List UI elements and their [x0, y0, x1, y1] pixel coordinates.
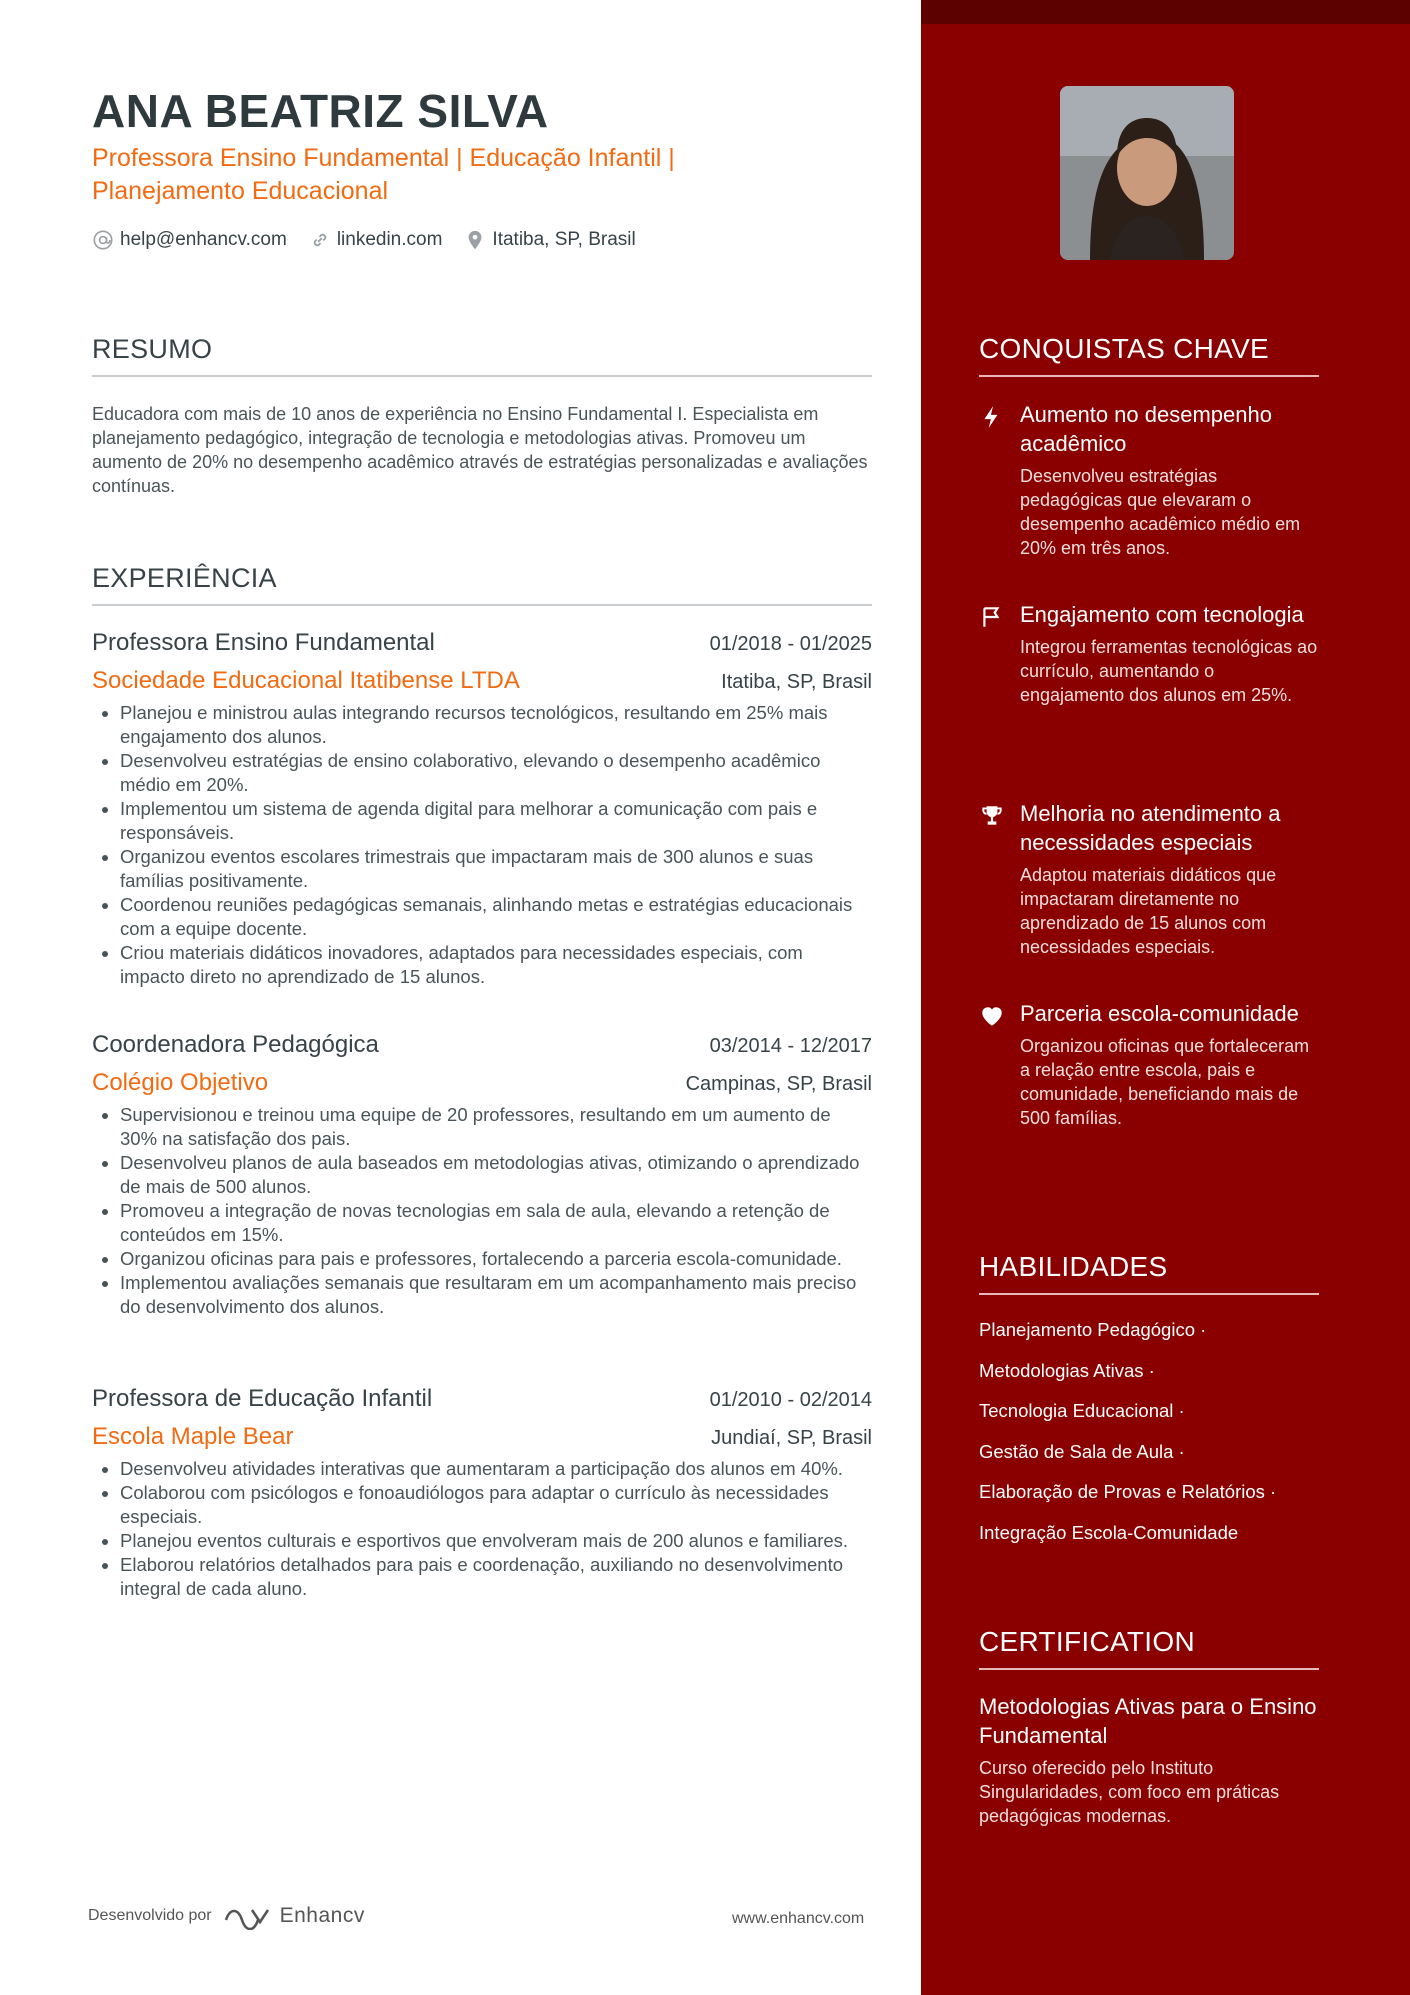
skills-heading: HABILIDADES	[979, 1251, 1319, 1295]
headline: Professora Ensino Fundamental | Educação Infantil | Planejamento Educacional	[92, 144, 675, 205]
at-icon	[92, 229, 114, 251]
job-dates: 01/2018 - 01/2025	[709, 633, 872, 655]
job-entry	[92, 1385, 872, 1601]
job-location: Campinas, SP, Brasil	[685, 1073, 872, 1095]
achievement-desc: Desenvolveu estratégias pedagógicas que elevaram o desempenho acadêmico médio em 20% em três anos.	[1020, 466, 1301, 558]
footer-brand: Enhancv	[279, 1904, 365, 1927]
summary-heading: RESUMO	[92, 334, 872, 377]
trophy-icon	[979, 803, 1005, 829]
job-bullets	[92, 1103, 872, 1319]
list-item: • Organizou oficinas para pais e professores, fortalecendo a parceria escola-comunidade.	[120, 1247, 872, 1271]
job-entry	[92, 1031, 872, 1319]
achievement-item	[979, 799, 1319, 959]
sidebar-top-bar	[921, 0, 1410, 24]
list-item: • Supervisionou e treinou uma equipe de 20 professores, resultando em um aumento de 30% na satisfação dos pais.	[120, 1103, 872, 1151]
list-item: • Promoveu a integração de novas tecnologias em sala de aula, elevando a retenção de conteúdos em 15%.	[120, 1199, 872, 1247]
skill-item: Metodologias Ativas ·	[979, 1359, 1155, 1381]
location-pin-icon	[464, 229, 486, 251]
experience-heading: EXPERIÊNCIA	[92, 563, 872, 606]
list-item: • Criou materiais didáticos inovadores, adaptados para necessidades especiais, com impacto direto no aprendizado de 15 alunos.	[120, 941, 872, 989]
job-dates: 03/2014 - 12/2017	[709, 1035, 872, 1057]
certification-desc: Curso oferecido pelo Instituto Singularidades, com foco em práticas pedagógicas modernas.	[979, 1758, 1280, 1826]
list-item: • Desenvolveu planos de aula baseados em metodologias ativas, otimizando o aprendizado de mais de 500 alunos.	[120, 1151, 872, 1199]
linkedin-text: linkedin.com	[336, 229, 443, 250]
certification-name: Metodologias Ativas para o Ensino Fundamental	[979, 1694, 1317, 1748]
list-item: • Organizou eventos escolares trimestrais que impactaram mais de 300 alunos e suas famílias positivamente.	[120, 845, 872, 893]
list-item: • Elaborou relatórios detalhados para pais e coordenação, auxiliando no desenvolvimento integral de cada aluno.	[120, 1553, 872, 1601]
job-bullets	[92, 701, 872, 989]
job-title: Professora de Educação Infantil	[92, 1385, 433, 1412]
job-location: Jundiaí, SP, Brasil	[711, 1427, 872, 1449]
list-item: • Implementou um sistema de agenda digital para melhorar a comunicação com pais e responsáveis.	[120, 797, 872, 845]
job-company: Escola Maple Bear	[92, 1423, 294, 1450]
email-text: help@enhancv.com	[120, 229, 287, 250]
job-company: Colégio Objetivo	[92, 1069, 269, 1096]
skill-item: Elaboração de Provas e Relatórios ·	[979, 1481, 1277, 1502]
job-location: Itatiba, SP, Brasil	[721, 671, 872, 693]
achievement-item	[979, 600, 1319, 707]
job-entry	[92, 629, 872, 989]
avatar	[1060, 86, 1234, 260]
skill-item: Planejamento Pedagógico ·	[979, 1319, 1207, 1340]
contact-linkedin[interactable]	[309, 229, 443, 251]
footer-powered-by: Desenvolvido por	[88, 1907, 212, 1924]
summary-text: Educadora com mais de 10 anos de experiência no Ensino Fundamental I. Especialista em planejamento pedagógico, integração de tecnologia e metodologias ativas. Promoveu um aumento de 20% no desempenho acadêmico através de estratégias personalizadas e avaliações contínuas.	[92, 404, 868, 496]
achievements-heading: CONQUISTAS CHAVE	[979, 333, 1319, 377]
contact-email[interactable]	[92, 229, 287, 251]
achievement-desc: Integrou ferramentas tecnológicas ao currículo, aumentando o engajamento dos alunos em 25%.	[1020, 637, 1318, 705]
list-item: • Planejou e ministrou aulas integrando recursos tecnológicos, resultando em 25% mais engajamento dos alunos.	[120, 701, 872, 749]
certification-heading: CERTIFICATION	[979, 1626, 1319, 1670]
location-text: Itatiba, SP, Brasil	[492, 229, 636, 250]
job-title: Professora Ensino Fundamental	[92, 629, 435, 656]
job-company: Sociedade Educacional Itatibense LTDA	[92, 667, 520, 694]
job-bullets	[92, 1457, 872, 1601]
job-title: Coordenadora Pedagógica	[92, 1031, 379, 1058]
skill-item: Integração Escola-Comunidade	[979, 1521, 1239, 1543]
list-item: • Planejou eventos culturais e esportivos que envolveram mais de 200 alunos e familiares.	[120, 1529, 872, 1553]
achievement-title: Aumento no desempenho acadêmico	[1020, 402, 1272, 456]
achievement-desc: Organizou oficinas que fortaleceram a relação entre escola, pais e comunidade, beneficiando mais de 500 famílias.	[1020, 1036, 1310, 1128]
list-item: • Desenvolveu estratégias de ensino colaborativo, elevando o desempenho acadêmico médio em 20%.	[120, 749, 872, 797]
achievement-desc: Adaptou materiais didáticos que impactaram diretamente no aprendizado de 15 alunos com necessidades especiais.	[1020, 865, 1277, 957]
achievement-title: Engajamento com tecnologia	[1020, 602, 1304, 627]
skills-list	[979, 1314, 1319, 1557]
list-item: • Implementou avaliações semanais que resultaram em um acompanhamento mais preciso do desenvolvimento dos alunos.	[120, 1271, 872, 1319]
job-dates: 01/2010 - 02/2014	[709, 1389, 872, 1411]
list-item: • Desenvolveu atividades interativas que aumentaram a participação dos alunos em 40%.	[120, 1457, 872, 1481]
contact-location	[464, 229, 635, 251]
candidate-name: ANA BEATRIZ SILVA	[92, 85, 549, 137]
skill-item: Tecnologia Educacional ·	[979, 1400, 1185, 1421]
footer-credit	[88, 1902, 365, 1930]
contact-bar	[92, 229, 658, 251]
achievement-title: Parceria escola-comunidade	[1020, 1001, 1299, 1026]
achievement-item	[979, 400, 1319, 560]
footer-url[interactable]: www.enhancv.com	[732, 1910, 865, 1927]
achievement-item	[979, 999, 1319, 1130]
heart-icon	[979, 1003, 1005, 1029]
skill-item: Gestão de Sala de Aula ·	[979, 1440, 1185, 1462]
link-icon	[309, 229, 331, 251]
achievement-title: Melhoria no atendimento a necessidades especiais	[1020, 801, 1281, 855]
list-item: • Colaborou com psicólogos e fonoaudiólogos para adaptar o currículo às necessidades especiais.	[120, 1481, 872, 1529]
list-item: • Coordenou reuniões pedagógicas semanais, alinhando metas e estratégias educacionais com a equipe docente.	[120, 893, 872, 941]
sidebar	[921, 0, 1410, 1995]
bolt-icon	[979, 404, 1005, 430]
enhancv-logo-icon	[222, 1902, 272, 1930]
flag-icon	[979, 604, 1005, 630]
